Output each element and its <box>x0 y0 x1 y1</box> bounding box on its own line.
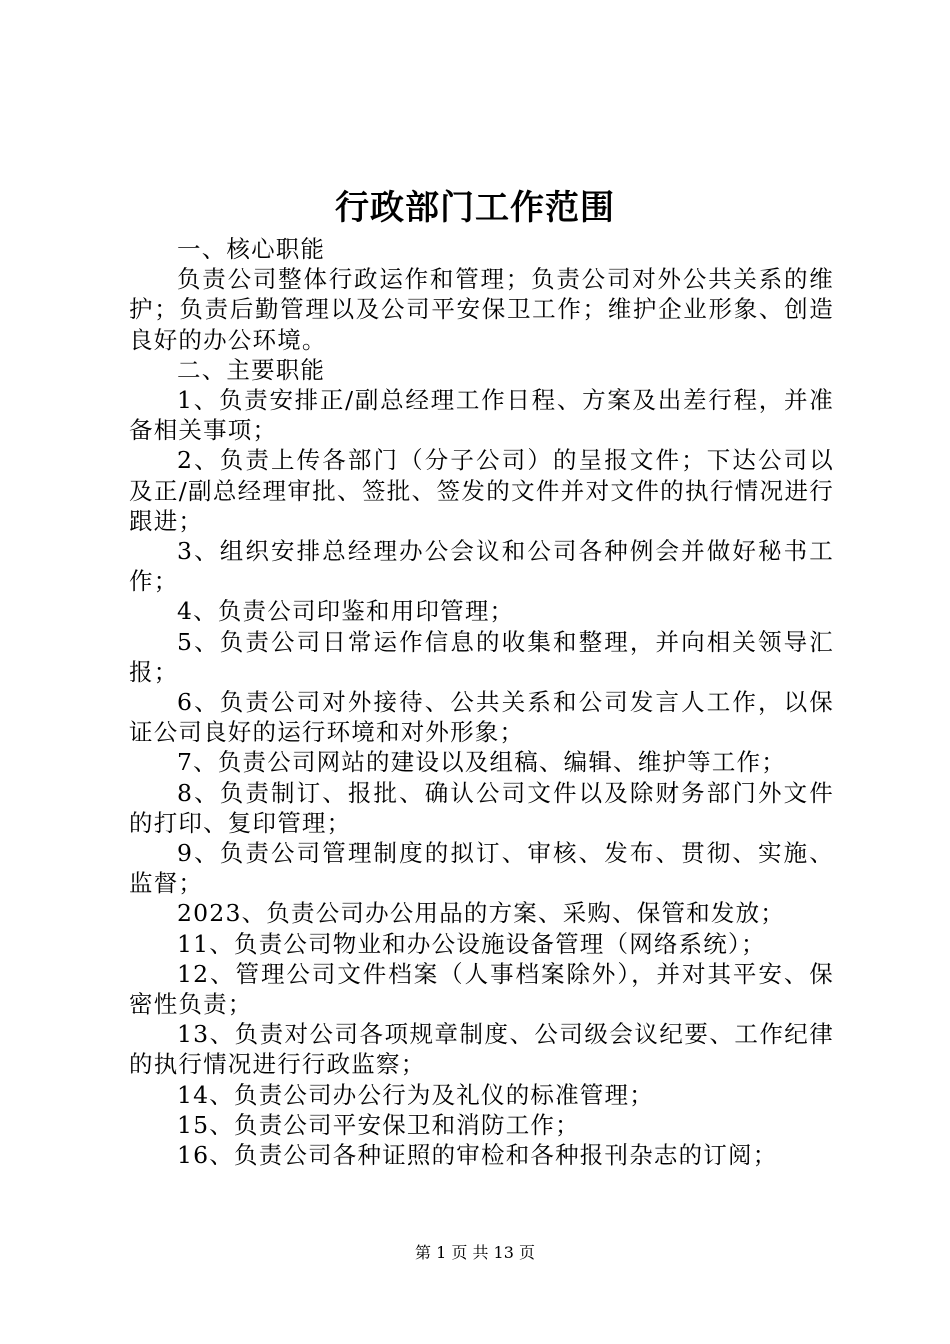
list-item: 9、负责公司管理制度的拟订、审核、发布、贯彻、实施、监督； <box>129 839 834 898</box>
list-item: 12、管理公司文件档案（人事档案除外），并对其平安、保密性负责； <box>129 959 834 1019</box>
document-body <box>129 234 834 1170</box>
list-item: 6、负责公司对外接待、公共关系和公司发言人工作，以保证公司良好的运行环境和对外形象； <box>129 688 834 747</box>
list-item: 11、负责公司物业和办公设施设备管理（网络系统）； <box>177 929 766 958</box>
list-item: 4、负责公司印鉴和用印管理； <box>177 597 515 626</box>
page-footer: 第 1 页 共 13 页 <box>415 1243 535 1262</box>
list-item: 16、负责公司各种证照的审检和各种报刊杂志的订阅； <box>177 1141 778 1170</box>
list-item: 1、负责安排正/副总经理工作日程、方案及出差行程，并准备相关事项； <box>129 386 834 445</box>
list-item: 8、负责制订、报批、确认公司文件以及除财务部门外文件的打印、复印管理； <box>129 778 834 837</box>
list-item: 15、负责公司平安保卫和消防工作； <box>177 1110 580 1139</box>
list-item: 5、负责公司日常运作信息的收集和整理，并向相关领导汇报； <box>129 627 834 686</box>
list-item: 14、负责公司办公行为及礼仪的标准管理； <box>177 1080 654 1109</box>
section-heading-core: 一、核心职能 <box>177 235 326 263</box>
document-title: 行政部门工作范围 <box>335 188 615 228</box>
list-item: 2023、负责公司办公用品的方案、采购、保管和发放； <box>177 899 786 928</box>
list-item: 2、负责上传各部门（分子公司）的呈报文件；下达公司以及正/副总经理审批、签批、签发的文件并对文件的执行情况进行跟进； <box>129 446 834 535</box>
list-item: 13、负责对公司各项规章制度、公司级会议纪要、工作纪律的执行情况进行行政监察； <box>129 1020 834 1079</box>
list-item: 3、组织安排总经理办公会议和公司各种例会并做好秘书工作； <box>129 537 834 596</box>
paragraph-core-description: 负责公司整体行政运作和管理；负责公司对外公共关系的维护；负责后勤管理以及公司平安保卫工作；维护企业形象、创造良好的办公环境。 <box>129 265 834 354</box>
list-item: 7、负责公司网站的建设以及组稿、编辑、维护等工作； <box>177 748 786 777</box>
section-heading-main: 二、主要职能 <box>177 355 326 384</box>
